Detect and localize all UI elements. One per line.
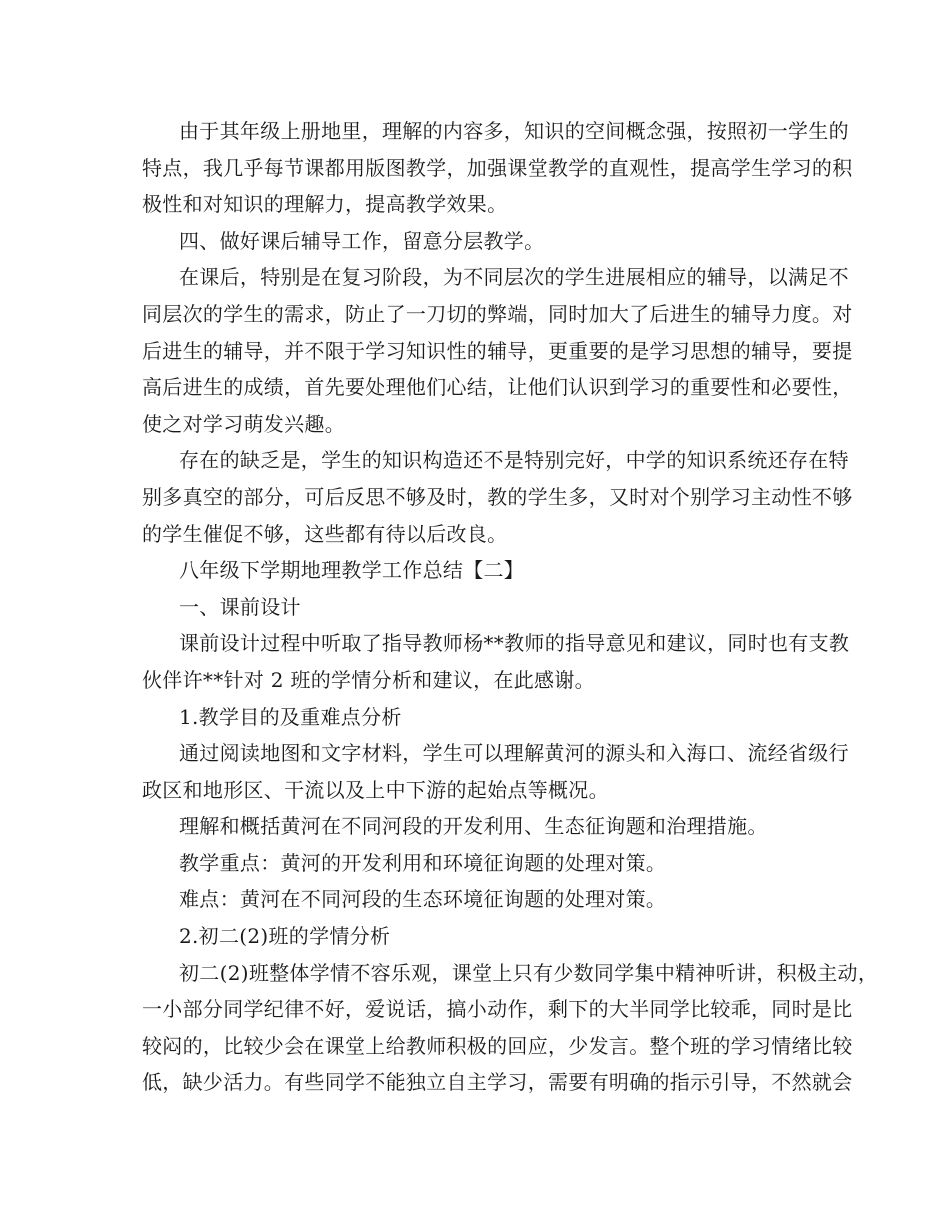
body-paragraph	[142, 113, 853, 223]
text-line: 2.初二(2)班的学情分析	[179, 924, 391, 949]
section-heading	[142, 699, 812, 736]
text-line: 存在的缺乏是，学生的知识构造还不是特别完好，中学的知识系统还存在特	[179, 448, 849, 473]
text-line: 通过阅读地图和文字材料，学生可以理解黄河的源头和入海口、流经省级行	[179, 741, 849, 766]
text-line: 使之对学习萌发兴趣。	[142, 411, 345, 436]
text-line: 较闷的，比较少会在课堂上给教师积极的回应，少发言。整个班的学习情绪比较	[142, 1033, 853, 1058]
section-heading	[142, 223, 812, 260]
section-heading	[142, 918, 812, 955]
text-line: 低，缺少活力。有些同学不能独立自主学习，需要有明确的指示引导，不然就会	[142, 1070, 853, 1095]
text-line: 初二(2)班整体学情不容乐观，课堂上只有少数同学集中精神听讲，积极主动，	[179, 960, 879, 985]
text-line: 由于其年级上册地里，理解的内容多，知识的空间概念强，按照初一学生的	[179, 119, 849, 143]
body-paragraph	[142, 259, 853, 442]
body-paragraph	[142, 808, 812, 845]
text-line: 1.教学目的及重难点分析	[179, 704, 402, 729]
body-paragraph	[142, 881, 812, 918]
body-paragraph	[142, 845, 812, 882]
text-line: 一、课前设计	[179, 594, 301, 619]
text-line: 教学重点：黄河的开发利用和环境征询题的处理对策。	[179, 850, 667, 875]
text-line: 的学生催促不够，这些都有待以后改良。	[142, 521, 508, 546]
body-paragraph	[142, 625, 850, 698]
text-line: 特点，我几乎每节课都用版图教学，加强课堂教学的直观性，提高学生学习的积	[142, 155, 853, 180]
text-line: 后进生的辅导，并不限于学习知识性的辅导，更重要的是学习思想的辅导，要提	[142, 338, 853, 363]
text-line: 难点：黄河在不同河段的生态环境征询题的处理对策。	[179, 887, 667, 912]
section-heading	[142, 552, 812, 589]
text-line: 课前设计过程中听取了指导教师杨**教师的指导意见和建议，同时也有支教	[179, 631, 850, 656]
text-line: 高后进生的成绩，首先要处理他们心结，让他们认识到学习的重要性和必要性，	[142, 375, 853, 400]
body-paragraph	[142, 442, 853, 552]
text-line: 在课后，特别是在复习阶段，为不同层次的学生进展相应的辅导，以满足不	[179, 265, 849, 290]
text-line: 伙伴许**针对 2 班的学情分析和建议，在此感谢。	[142, 667, 595, 692]
section-heading	[142, 589, 812, 626]
body-paragraph	[142, 955, 879, 1101]
text-line: 八年级下学期地理教学工作总结【二】	[179, 558, 525, 583]
text-line: 理解和概括黄河在不同河段的开发利用、生态征询题和治理措施。	[179, 814, 768, 839]
text-line: 别多真空的部分，可后反思不够及时，教的学生多，又时对个别学习主动性不够	[142, 484, 853, 509]
body-paragraph	[142, 735, 849, 808]
text-line: 政区和地形区、干流以及上中下游的起始点等概况。	[142, 777, 609, 802]
document-body	[142, 113, 879, 1101]
text-line: 一小部分同学纪律不好，爱说话，搞小动作，剩下的大半同学比较乖，同时是比	[142, 997, 853, 1022]
text-line: 同层次的学生的需求，防止了一刀切的弊端，同时加大了后进生的辅导力度。对	[142, 301, 853, 326]
text-line: 极性和对知识的理解力，提高教学效果。	[142, 192, 508, 217]
text-line: 四、做好课后辅导工作，留意分层教学。	[179, 228, 545, 253]
